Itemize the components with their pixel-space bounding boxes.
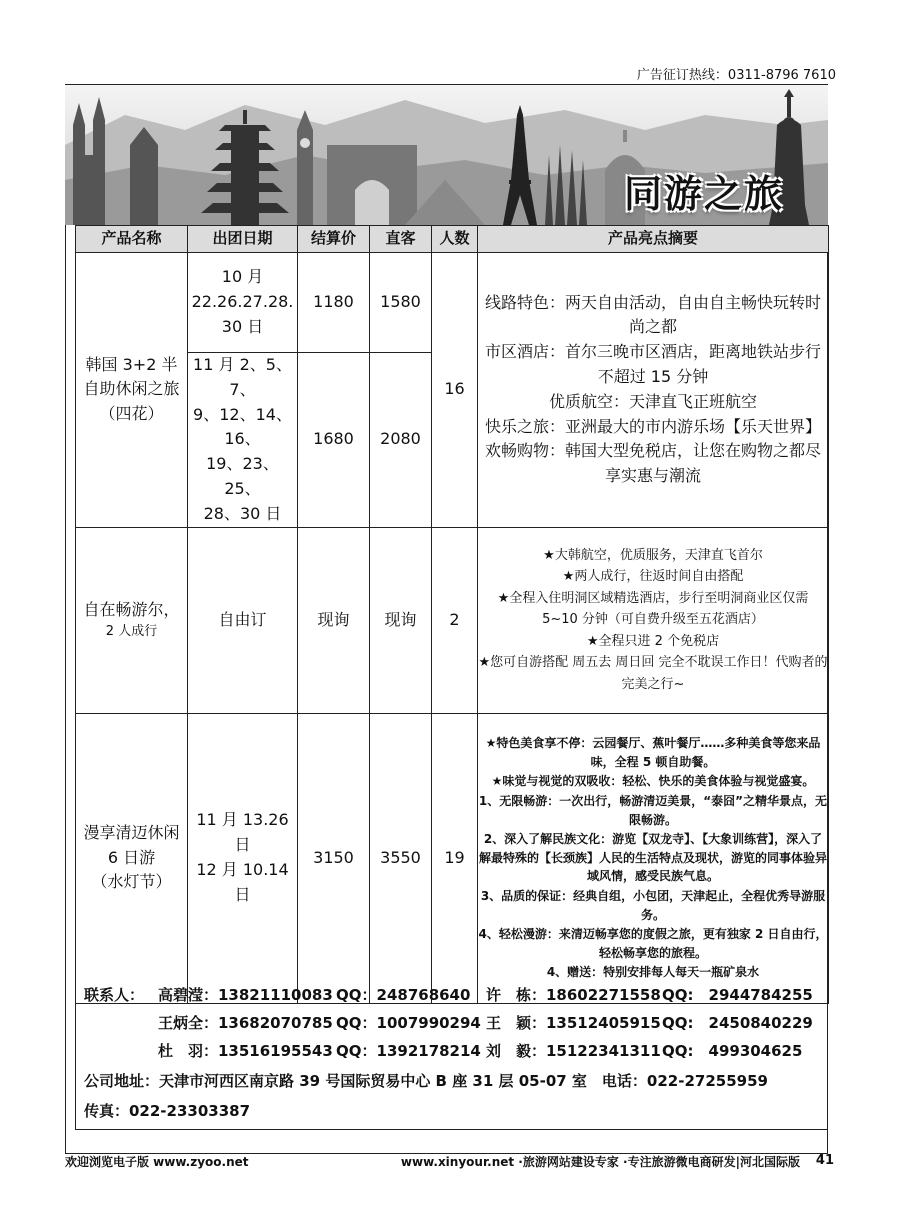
col-header-people: 人数 bbox=[432, 226, 478, 253]
product-name: 自在畅游尔， 2 人成行 bbox=[76, 527, 188, 713]
highlight-item: ★您可自游搭配 周五去 周日回 完全不耽误工作日！代购者的完美之行~ bbox=[478, 655, 828, 692]
highlight-item: 快乐之旅：亚洲最大的市内游乐场【乐天世界】 bbox=[484, 416, 821, 436]
contact-name-phone: 许 栋：18602271558 bbox=[486, 986, 661, 1004]
departure-date: 11 月 13.26 日 12 月 10.14 日 bbox=[188, 713, 298, 1003]
col-header-date: 出团日期 bbox=[188, 226, 298, 253]
settle-price: 1680 bbox=[298, 353, 370, 528]
highlight-item: 4、赠送：特别安排每人每天一瓶矿泉水 bbox=[546, 965, 760, 980]
highlights-cell bbox=[478, 527, 829, 713]
contact-name-phone: 杜 羽：13516195543 bbox=[158, 1042, 333, 1060]
product-name-sub: 2 人成行 bbox=[105, 624, 158, 640]
settle-price: 1180 bbox=[298, 253, 370, 353]
departure-date: 11 月 2、5、7、 9、12、14、16、 19、23、25、 28、30 日 bbox=[188, 353, 298, 528]
departure-date: 10 月 22.26.27.28. 30 日 bbox=[188, 253, 298, 353]
people-count: 19 bbox=[432, 713, 478, 1003]
settle-price: 现询 bbox=[298, 527, 370, 713]
highlight-item: 1、无限畅游：一次出行，畅游清迈美景，“泰囧”之精华景点，无限畅游。 bbox=[478, 794, 828, 827]
table-row bbox=[76, 527, 829, 713]
product-name: 韩国 3+2 半自助休闲之旅（四花） bbox=[76, 253, 188, 528]
contact-qq: QQ：248768640 bbox=[336, 986, 471, 1004]
retail-price: 现询 bbox=[370, 527, 432, 713]
col-header-name: 产品名称 bbox=[76, 226, 188, 253]
highlight-item: ★大韩航空，优质服务，天津直飞首尔 bbox=[543, 548, 763, 564]
table-header-row bbox=[76, 226, 829, 253]
highlight-item: 市区酒店：首尔三晚市区酒店，距离地铁站步行不超过 15 分钟 bbox=[484, 342, 821, 386]
contact-section bbox=[75, 978, 828, 1130]
contact-qq: QQ：1007990294 bbox=[336, 1014, 481, 1032]
contact-qq: QQ: 2450840229 bbox=[662, 1014, 813, 1032]
table-row bbox=[76, 253, 829, 353]
contact-name-phone: 刘 毅：15122341311 bbox=[486, 1042, 661, 1060]
col-header-retail: 直客 bbox=[370, 226, 432, 253]
highlight-item: ★两人成行，往返时间自由搭配 bbox=[562, 569, 744, 585]
contact-name-phone: 王炳全：13682070785 bbox=[158, 1014, 333, 1032]
people-count: 16 bbox=[432, 253, 478, 528]
contact-qq: QQ：1392178214 bbox=[336, 1042, 481, 1060]
people-count: 2 bbox=[432, 527, 478, 713]
col-header-settle: 结算价 bbox=[298, 226, 370, 253]
highlight-item: 4、轻松漫游：来清迈畅享您的度假之旅，更有独家 2 日自由行，轻松畅享您的旅程。 bbox=[478, 927, 828, 960]
settle-price: 3150 bbox=[298, 713, 370, 1003]
col-header-highlights: 产品亮点摘要 bbox=[478, 226, 829, 253]
footer-left: 欢迎浏览电子版 www.zyoo.net bbox=[65, 1155, 249, 1169]
ad-hotline: 广告征订热线：0311-8796 7610 bbox=[636, 68, 836, 83]
contact-name-phone: 王 颖：13512405915 bbox=[486, 1014, 661, 1032]
banner bbox=[65, 85, 828, 225]
contact-label: 联系人： bbox=[84, 986, 145, 1004]
departure-date: 自由订 bbox=[188, 527, 298, 713]
highlights-cell bbox=[478, 713, 829, 1003]
highlight-item: 优质航空：天津直飞正班航空 bbox=[548, 391, 757, 411]
retail-price: 3550 bbox=[370, 713, 432, 1003]
highlight-item: 欢畅购物：韩国大型免税店，让您在购物之都尽享实惠与潮流 bbox=[484, 441, 821, 486]
contact-qq: QQ: 2944784255 bbox=[662, 986, 813, 1004]
highlight-item: 3、品质的保证：经典自组，小包团，天津起止，全程优秀导游服务。 bbox=[480, 888, 826, 922]
highlight-item: 线路特色：两天自由活动，自由自主畅快玩转时尚之都 bbox=[484, 292, 821, 337]
contact-qq: QQ: 499304625 bbox=[662, 1042, 803, 1060]
banner-title: 同游之旅 bbox=[623, 172, 784, 216]
table-row bbox=[76, 713, 829, 1003]
page-number: 41 bbox=[815, 1153, 834, 1168]
product-table bbox=[75, 225, 829, 1004]
highlight-item: ★全程只进 2 个免税店 bbox=[586, 633, 720, 649]
product-name: 漫享清迈休闲 6 日游 （水灯节） bbox=[76, 713, 188, 1003]
company-address: 公司地址：天津市河西区南京路 39 号国际贸易中心 B 座 31 层 05-07 室 电话：022-27255959 bbox=[84, 1072, 768, 1090]
highlight-item: ★全程入住明洞区域精选酒店，步行至明洞商业区仅需 5~10 分钟（可自费升级至五花酒店） bbox=[497, 590, 809, 628]
footer-right: www.xinyour.net ·旅游网站建设专家 ·专注旅游微电商研发|河北国际版 bbox=[400, 1155, 800, 1169]
retail-price: 2080 bbox=[370, 353, 432, 528]
highlight-item: ★特色美食享不停：云园餐厅、蕉叶餐厅……多种美食等您来品味，全程 5 顿自助餐。 bbox=[485, 736, 821, 769]
highlight-item: 2、深入了解民族文化：游览【双龙寺】、【大象训练营】，深入了解最特殊的【长颈族】人民的生活特点及现状，游览的同事体验异域风情，感受民族气息。 bbox=[478, 832, 827, 884]
retail-price: 1580 bbox=[370, 253, 432, 353]
highlights-cell bbox=[478, 253, 829, 528]
company-fax: 传真：022-23303387 bbox=[84, 1102, 251, 1120]
highlight-item: ★味觉与视觉的双吸收：轻松、快乐的美食体验与视觉盛宴。 bbox=[491, 774, 815, 789]
contact-name-phone: 高碧滢：13821110083 bbox=[158, 986, 333, 1004]
